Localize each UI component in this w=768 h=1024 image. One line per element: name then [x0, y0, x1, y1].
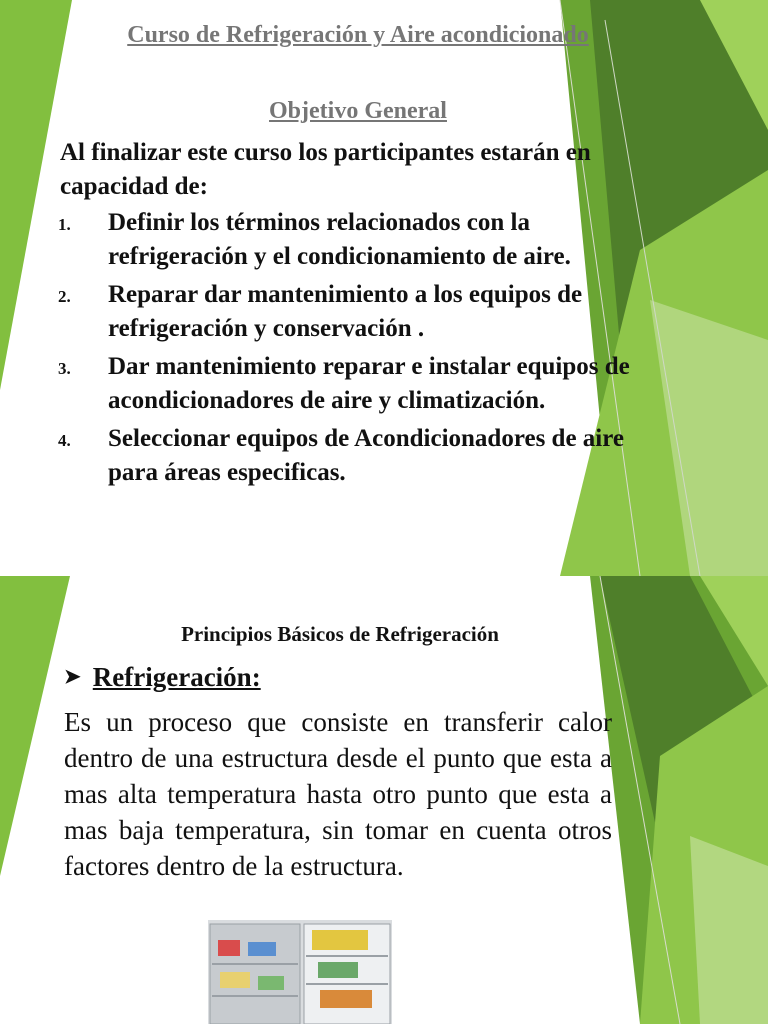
- slide-principios-basicos: [0, 576, 768, 1024]
- list-number: 1.: [58, 215, 71, 234]
- list-item-text: Dar mantenimiento reparar e instalar equipos de acondicionadores de aire y climatización.: [108, 353, 630, 414]
- refrigerator-image: [208, 920, 392, 1024]
- objective-heading: Objetivo General: [269, 98, 447, 124]
- list-item: [58, 206, 668, 274]
- list-number: 4.: [58, 431, 71, 450]
- list-number: 3.: [58, 359, 71, 378]
- list-item-text: Definir los términos relacionados con la refrigeración y el condicionamiento de aire.: [108, 209, 571, 270]
- intro-text: Al finalizar este curso los participantes estarán en capacidad de:: [60, 139, 591, 200]
- list-number: 2.: [58, 287, 71, 306]
- objectives-list: [58, 206, 668, 494]
- list-item: [58, 350, 668, 418]
- list-item-text: Reparar dar mantenimiento a los equipos de refrigeración y conservación .: [108, 281, 583, 342]
- list-item-text: Seleccionar equipos de Acondicionadores de aire para áreas especificas.: [108, 425, 624, 486]
- list-item: [58, 278, 668, 346]
- arrow-bullet-icon: ➤: [64, 666, 81, 688]
- bullet-heading: [64, 662, 261, 693]
- list-item: [58, 422, 668, 490]
- slide-title: Principios Básicos de Refrigeración: [181, 622, 499, 646]
- definition-paragraph: Es un proceso que consiste en transferir calor dentro de una estructura desde el punto que esta a mas alta temperatura hasta otro punto que esta a mas baja temperatura, sin tomar en cuenta otros factores dentro de la estructura.: [64, 707, 612, 881]
- course-title: Curso de Refrigeración y Aire acondicionado: [127, 22, 589, 48]
- term-label: Refrigeración:: [92, 662, 261, 692]
